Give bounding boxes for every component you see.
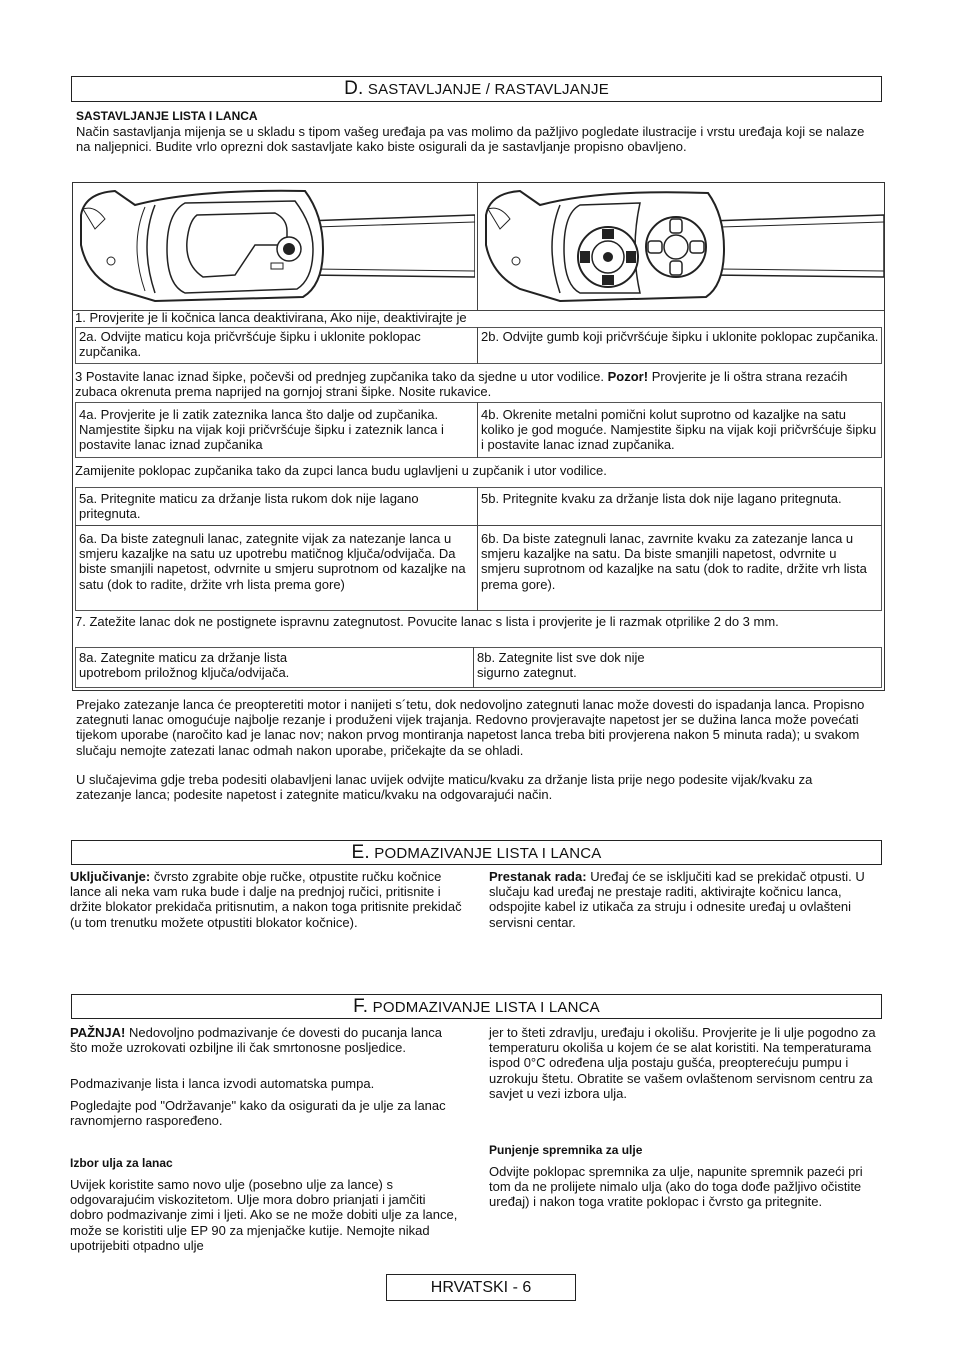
oil-choice-heading: Izbor ulja za lanac — [70, 1156, 173, 1170]
oil-fill-heading: Punjenje spremnika za ulje — [489, 1143, 643, 1157]
lubrication-pump: Podmazivanje lista i lanca izvodi automatska pumpa. — [70, 1076, 375, 1091]
section-f-letter: F. — [353, 996, 369, 1017]
illustration-nut-version — [75, 185, 475, 309]
step-4b: 4b. Okrenite metalni pomični kolut suprotno od kazaljke na satu koliko je god moguće. Namjestite šipku na vijak koji pričvršćuje šipku i postavite lanac iznad zupčanika. — [481, 407, 877, 453]
section-f-heading: PODMAZIVANJE LISTA I LANCA — [372, 999, 600, 1016]
step-6b: 6b. Da biste zategnuli lanac, zavrnite kvaku za zatezanje lanca u smjeru kazaljke na satu. Da biste smanjili napetost, odvrnite u smjeru suprotnom od kazaljke na satu (dok to radite, držite vrh lista prema gore). — [481, 531, 867, 592]
step-6a: 6a. Da biste zategnuli lanac, zategnite vijak za natezanje lanca u smjeru kazaljke na satu uz upotrebu matičnog ključa/odvijača. Da biste smanjili napetost, odvrnite u smjeru suprotnom od kazaljke na satu (dok to radite, držite vrh lista prema gore) — [79, 531, 466, 592]
oil-choice-continued: jer to šteti zdravlju, uređaju i okolišu. Provjerite je li ulje pogodno za temperaturu okoliša u kojem će se alat koristiti. Na temperaturama ispod 0°C određena ulja postaju gušća, preopterećuju pumpu i uzrokuju štetu. Obratite se vašem ovlaštenom servisnom centru za savjet u vezi izbora ulja. — [489, 1025, 876, 1101]
section-e-title — [71, 840, 882, 865]
step-3 — [75, 369, 875, 399]
step-2a: 2a. Odvijte maticu koja pričvršćuje šipku i uklonite poklopac zupčanika. — [79, 329, 421, 360]
step-8a: 8a. Zategnite maticu za držanje lista upotrebom priložnog ključa/odvijača. — [79, 650, 290, 681]
step-replace-cover: Zamijenite poklopac zupčanika tako da zupci lanca budu uglavljeni u zupčanik i utor vodilice. — [75, 463, 607, 478]
step-2b: 2b. Odvijte gumb koji pričvršćuje šipku i uklonite poklopac zupčanika. — [481, 329, 879, 344]
switch-off-label: Prestanak rada: — [489, 869, 587, 884]
section-f-title — [71, 994, 882, 1019]
lubrication-warning-label: PAŽNJA! — [70, 1025, 126, 1040]
section-e-heading: PODMAZIVANJE LISTA I LANCA — [374, 845, 602, 862]
step-4a: 4a. Provjerite je li zatik zateznika lanca što dalje od zupčanika. Namjestite šipku na vijak koji pričvršćuje šipku i zateznik lanca i postavite lanac iznad zupčanika — [79, 407, 444, 453]
lubrication-warning — [70, 1025, 462, 1055]
switch-on-body: čvrsto zgrabite obje ručke, otpustite ručku kočnice lance ali neka vam ruka bude i dalje na prednjoj ručici, pritisnite i držite blokator prekidača pritisnutim, a nakon toga pritisnite prekidač (u tom trenutku možete otpustiti blokator kočnice). — [70, 869, 462, 930]
tension-note: Prejako zatezanje lanca će preopteretiti motor i nanijeti s´tetu, dok nedovoljno zategnuti lanac može dovesti do ispadanja lanca. Propisno zategnuti lanac omogućuje najbolje rezanje i produženi vijek trajanja. Redovno provjeravajte napetost jer se dužina lanca može povećati tijekom uporabe (naročito kad je lanac nov; nakon prvog montiranja napetost lanca treba biti provjerena nakon 5 minuta rada); u svakom slučaju nemojte zatezati lanac odmah nakon uporabe, pričekajte da se ohladi. — [76, 697, 865, 758]
section-e-letter: E. — [351, 842, 370, 863]
switch-on-text — [70, 869, 462, 930]
section-d-heading: SASTAVLJANJE / RASTAVLJANJE — [367, 81, 609, 98]
tension-note-adjust: U slučajevima gdje treba podesiti olabavljeni lanac uvijek odvijte maticu/kvaku za držanje lista prije nego podesite vijak/kvaku za zatezanje lanca; podesite napetost i zategnite maticu/kvaku na odgovarajući način. — [76, 772, 813, 803]
switch-off-body: Uređaj će se isključiti kad se prekidač otpusti. U slučaju kad uređaj ne prestaje raditi, aktivirajte kočnicu lanca, odspojite kabel iz utikača za struju i odnesite uređaj u ovlašteni servisni centar. — [489, 869, 865, 930]
switch-off-text — [489, 869, 881, 930]
lubrication-warning-body: Nedovoljno podmazivanje će dovesti do pucanja lanca što može uzrokovati ozbiljne ili čak smrtonosne posljedice. — [70, 1025, 442, 1056]
section-d-title — [71, 76, 882, 102]
illustration-knob-version — [480, 185, 884, 309]
assembly-intro: Način sastavljanja mijenja se u skladu s tipom vašeg uređaja pa vas molimo da pažljivo pogledate ilustracije i vrstu uređaja koji se nalaze na naljepnici. Budite vrlo oprezni dok sastavljate kako biste osigurali da je sastavljanje propisno obavljeno. — [76, 124, 865, 155]
step-1: 1. Provjerite je li kočnica lanca deaktivirana, Ako nije, deaktivirajte je — [75, 310, 467, 325]
page-footer: HRVATSKI - 6 — [386, 1274, 576, 1301]
section-d-letter: D. — [344, 78, 364, 99]
oil-fill-text: Odvijte poklopac spremnika za ulje, napunite spremnik pazeći pri tom da ne prolijete nimalo ulja (ako do toga dođe pažljivo očistite uređaj) i nakon toga vratite poklopac i čvrsto ga pritegnite. — [489, 1164, 863, 1210]
lubrication-maintenance-ref: Pogledajte pod "Održavanje" kako da osigurati da je ulje za lanac ravnomjerno raspoređeno. — [70, 1098, 446, 1129]
step-3-rest: Provjerite je li oštra strana rezaćih zubaca okrenuta prema naprijed na gornjoj strani šipke. Nosite rukavice. — [75, 369, 848, 400]
step-3-warning: Pozor! — [607, 369, 649, 384]
step-5b: 5b. Pritegnite kvaku za držanje lista dok nije lagano pritegnuta. — [481, 491, 842, 506]
step-8b: 8b. Zategnite list sve dok nije sigurno zategnut. — [477, 650, 645, 681]
step-5a: 5a. Pritegnite maticu za držanje lista rukom dok nije lagano pritegnuta. — [79, 491, 419, 522]
assembly-table — [72, 182, 885, 691]
switch-on-label: Uključivanje: — [70, 869, 151, 884]
assembly-subhead: SASTAVLJANJE LISTA I LANCA — [76, 109, 258, 123]
oil-choice-text: Uvijek koristite samo novo ulje (posebno ulje za lance) s odgovarajućim viskozitetom. Ulje mora dobro prianjati i jamčiti dobro podmazivanje zimi i ljeti. Ako se ne može dobiti ulje za lance, može se koristiti ulje EP 90 za mjenjačke kutije. Nemojte nikad upotrijebiti otpadno ulje — [70, 1177, 458, 1253]
step-7: 7. Zatežite lanac dok ne postignete ispravnu zategnutost. Povucite lanac s lista i provjerite je li razmak otprilike 2 do 3 mm. — [75, 614, 779, 629]
step-3-text: 3 Postavite lanac iznad šipke, počevši od prednjeg zupčanika tako da sjedne u utor vodilice. — [75, 369, 604, 384]
